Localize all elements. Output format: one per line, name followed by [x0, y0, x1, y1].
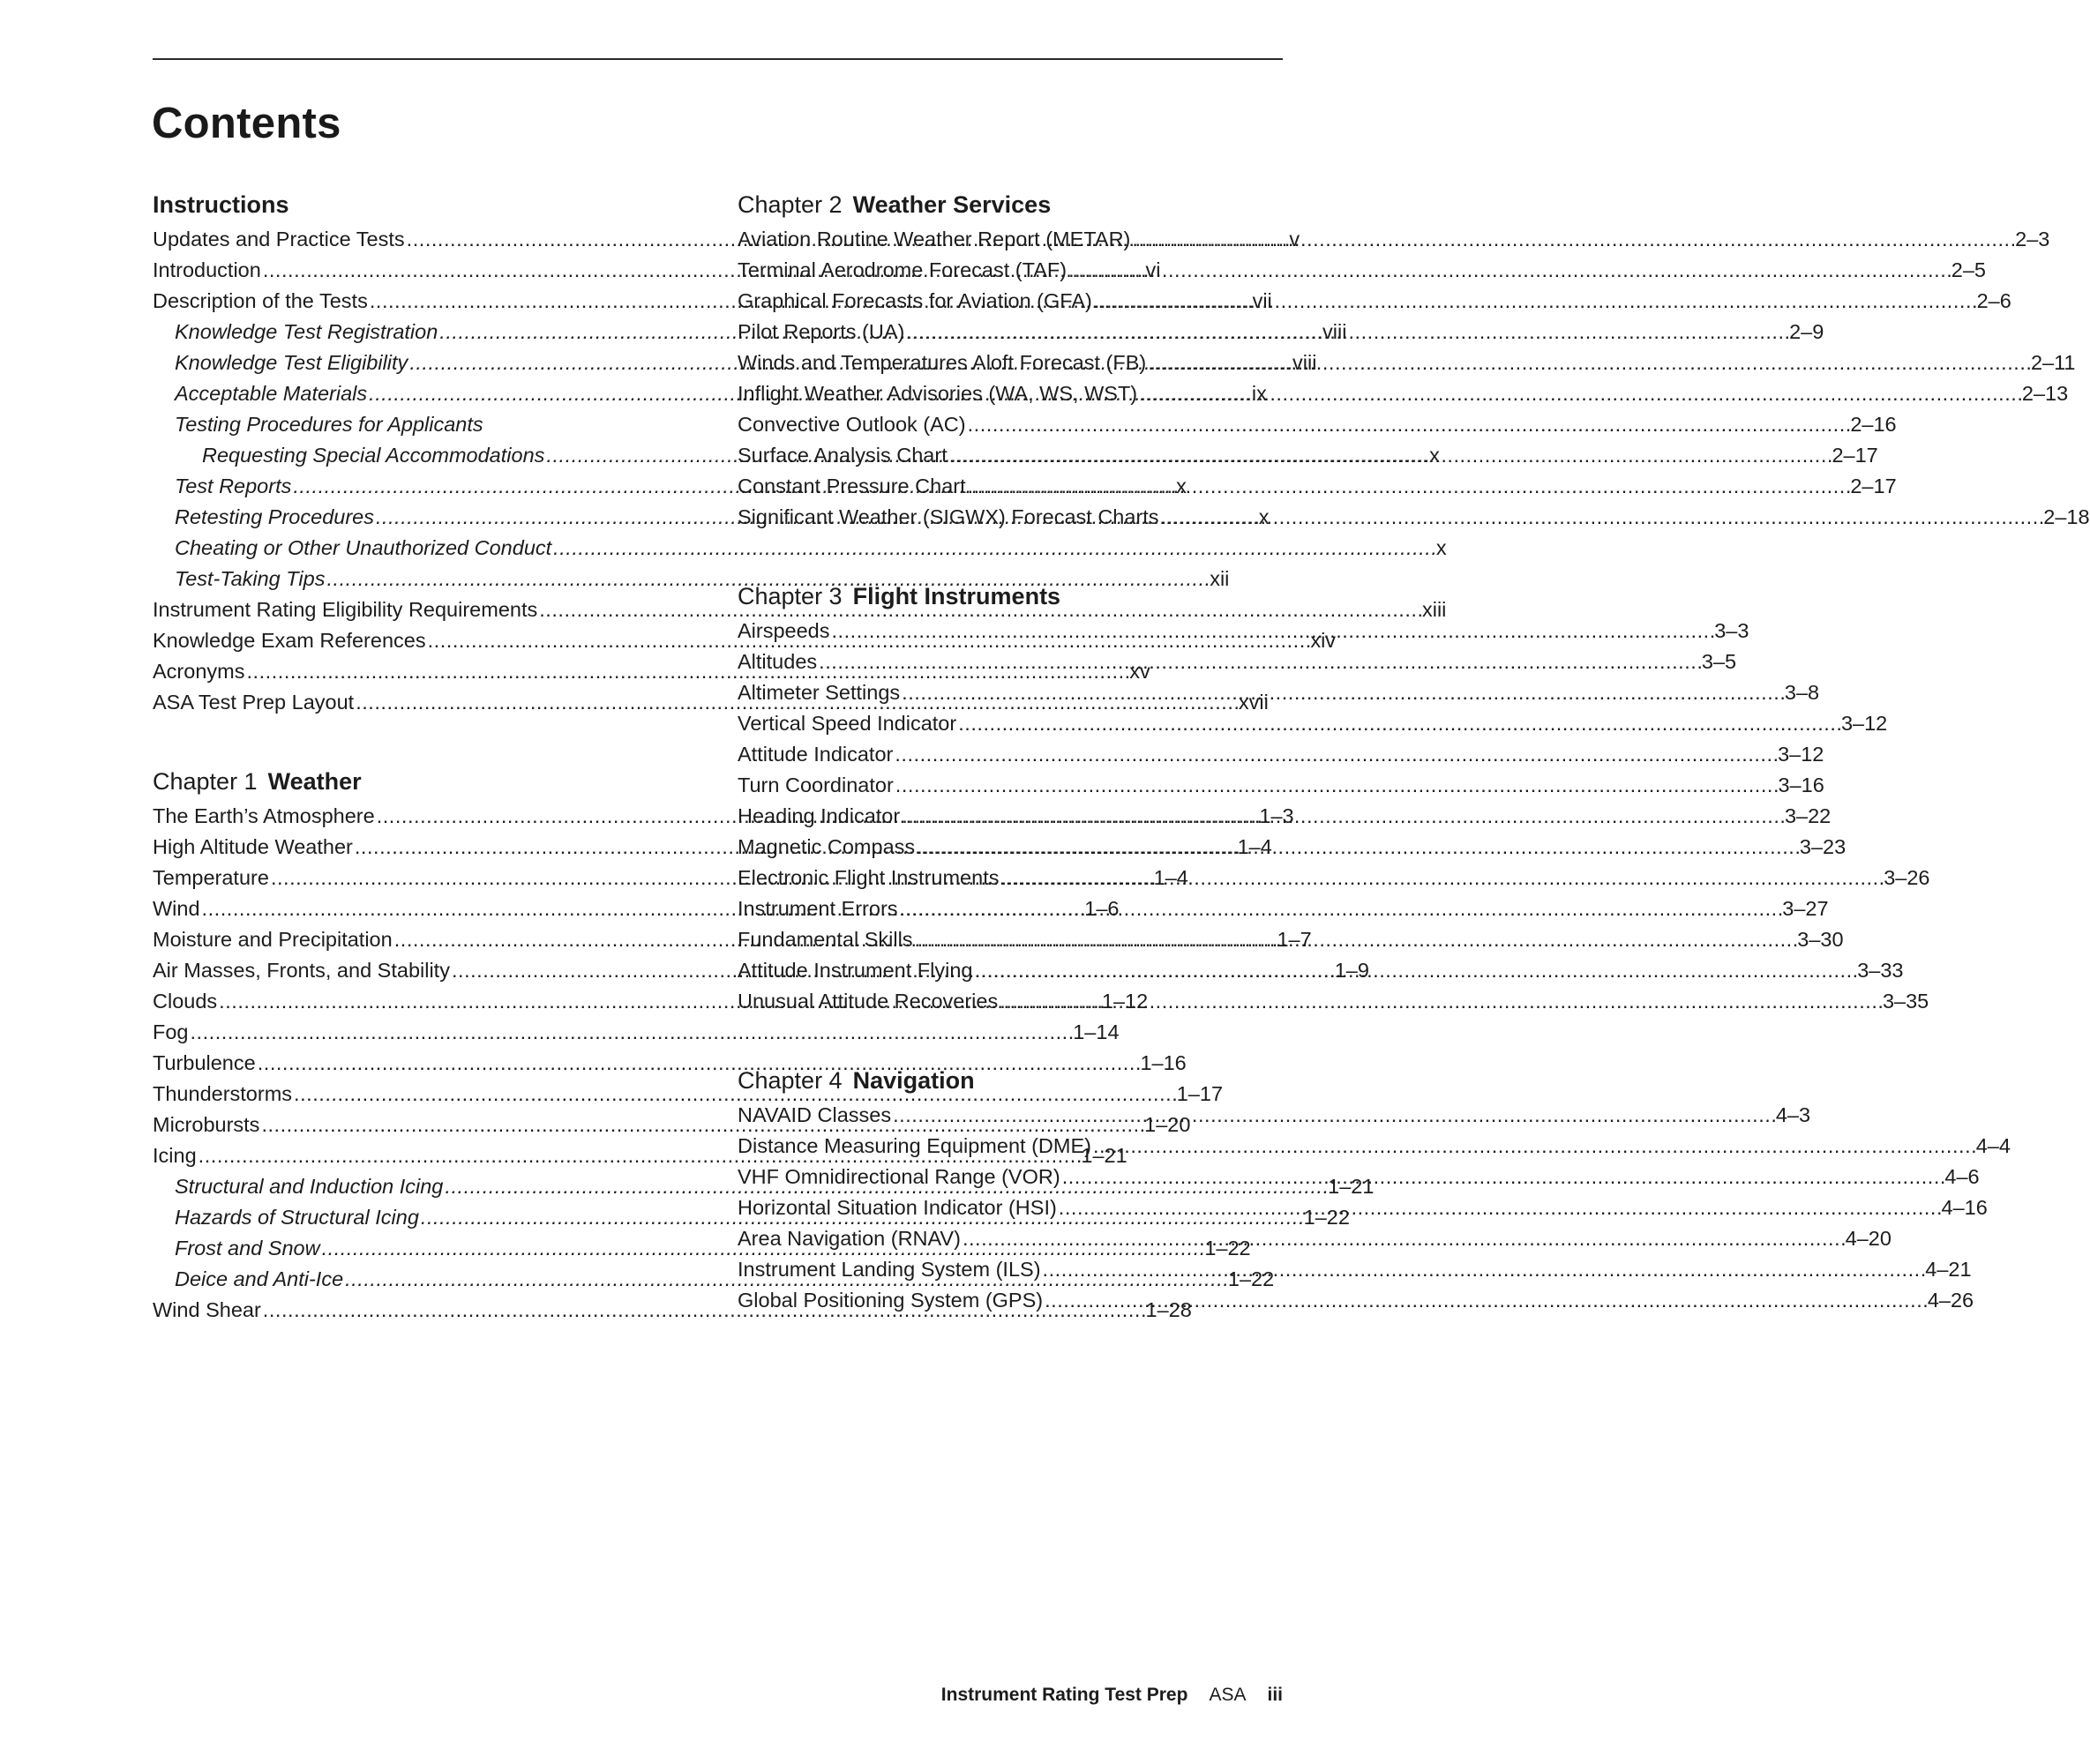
entry-page: 1–22 — [1227, 1267, 1275, 1290]
entry-page: viii — [1322, 320, 1347, 343]
entry-page: vii — [1252, 289, 1272, 312]
entry-page: xii — [1210, 567, 1230, 590]
entry-title: Requesting Special Accommodations — [202, 444, 545, 467]
entry-title: Constant Pressure Chart — [738, 475, 966, 497]
leader-dots — [963, 1223, 1844, 1254]
entry-page: vi — [1145, 258, 1161, 281]
entry-title: Hazards of Structural Icing — [175, 1206, 419, 1229]
entry-page: 1–14 — [1073, 1020, 1120, 1043]
entry-page: 3–16 — [1778, 774, 1824, 796]
toc-entry[interactable] — [738, 471, 1897, 502]
entry-page: xiv — [1310, 629, 1337, 652]
leader-dots — [1043, 1254, 1924, 1285]
entry-page: 4–21 — [1925, 1258, 1972, 1281]
leader-dots — [906, 317, 1787, 348]
entry-title: Air Masses, Fronts, and Stability — [153, 959, 450, 982]
entry-page: 3–3 — [1714, 619, 1749, 642]
chapter-title: Flight Instruments — [852, 583, 1061, 609]
entry-title: Vertical Speed Indicator — [738, 712, 957, 735]
section-heading — [153, 187, 699, 222]
entry-page: 3–8 — [1784, 681, 1820, 704]
entry-title: Knowledge Exam References — [153, 629, 426, 652]
entry-title: VHF Omnidirectional Range (VOR) — [738, 1165, 1060, 1188]
entry-page: 1–22 — [1204, 1237, 1251, 1259]
page-title: Contents — [152, 100, 341, 147]
entry-title: ASA Test Prep Layout — [153, 691, 355, 714]
chapter-label: Chapter 3 — [738, 583, 843, 609]
leader-dots — [915, 924, 1796, 955]
entry-title: Convective Outlook (AC) — [738, 413, 966, 436]
entry-page: xv — [1129, 660, 1150, 683]
entry-page: 4–20 — [1845, 1227, 1891, 1250]
toc-entry[interactable] — [738, 863, 1930, 893]
entry-page: 1–12 — [1101, 990, 1149, 1013]
leader-dots — [1000, 986, 1881, 1017]
entry-title: Fundamental Skills — [738, 928, 913, 951]
page-footer — [941, 1685, 1283, 1706]
entry-title: Cheating or Other Unauthorized Conduct — [175, 536, 552, 559]
entry-page: 3–22 — [1784, 804, 1832, 827]
leader-dots — [958, 708, 1839, 739]
toc-entry[interactable] — [738, 708, 1888, 739]
entry-page: xiii — [1421, 598, 1447, 621]
entry-title: Unusual Attitude Recoveries — [738, 990, 999, 1013]
entry-title: Testing Procedures for Applicants — [175, 413, 483, 436]
entry-title: Structural and Induction Icing — [175, 1175, 444, 1198]
entry-title: Updates and Practice Tests — [153, 228, 405, 250]
entry-page: 2–6 — [1976, 289, 2011, 312]
entry-page: viii — [1292, 351, 1317, 374]
toc-entry[interactable] — [738, 739, 1824, 770]
entry-page: ix — [1251, 382, 1267, 405]
entry-title: Microbursts — [153, 1113, 260, 1136]
entry-title: Airspeeds — [738, 619, 830, 642]
toc-entry[interactable] — [153, 1048, 1187, 1079]
leader-dots — [949, 440, 1831, 471]
leader-dots — [1068, 255, 1950, 286]
entry-title: Global Positioning System (GPS) — [738, 1289, 1044, 1312]
leader-dots — [1059, 1192, 1940, 1223]
entry-title: Turbulence — [153, 1051, 256, 1074]
toc-entry[interactable] — [738, 677, 1820, 708]
toc-entry[interactable] — [738, 502, 2090, 533]
entry-page: 2–13 — [2021, 382, 2069, 405]
entry-page: 3–30 — [1797, 928, 1844, 951]
entry-title: Moisture and Precipitation — [153, 928, 393, 951]
section-title: Instructions — [153, 191, 289, 218]
toc-entry[interactable] — [738, 1254, 1972, 1285]
footer-publisher: ASA — [1209, 1685, 1247, 1705]
entry-title: Instrument Errors — [738, 897, 898, 920]
toc-entry[interactable] — [738, 440, 1878, 471]
leader-dots — [900, 893, 1781, 924]
leader-dots — [1148, 348, 2029, 378]
entry-title: Attitude Instrument Flying — [738, 959, 973, 982]
entry-page: 2–3 — [2015, 228, 2050, 250]
entry-title: Acronyms — [153, 660, 245, 683]
entry-page: 1–4 — [1237, 835, 1272, 858]
header-rule — [153, 58, 1283, 60]
leader-dots — [902, 801, 1783, 832]
entry-page: 3–12 — [1840, 712, 1888, 735]
entry-page: 1–22 — [1303, 1206, 1350, 1229]
entry-page: 1–3 — [1259, 804, 1294, 827]
entry-title: Attitude Indicator — [738, 743, 894, 766]
toc-subentry-line1[interactable] — [153, 409, 699, 440]
entry-title: Introduction — [153, 258, 261, 281]
entry-page: 1–6 — [1084, 897, 1120, 920]
entry-title: Terminal Aerodrome Forecast (TAF) — [738, 258, 1067, 281]
toc-entry[interactable] — [738, 647, 1737, 677]
entry-title: Distance Measuring Equipment (DME) — [738, 1134, 1091, 1157]
toc-entry[interactable] — [738, 893, 1829, 924]
toc-entry[interactable] — [738, 986, 1929, 1017]
entry-page: 2–16 — [1850, 413, 1897, 436]
entry-page: 1–16 — [1140, 1051, 1187, 1074]
entry-title: Aviation Routine Weather Report (METAR) — [738, 228, 1131, 250]
leader-dots — [1139, 378, 2020, 409]
entry-page: 3–35 — [1882, 990, 1929, 1013]
entry-title: Horizontal Situation Indicator (HSI) — [738, 1196, 1057, 1219]
toc-entry[interactable] — [738, 832, 1847, 863]
entry-title: Wind — [153, 897, 200, 920]
entry-page: 2–11 — [2030, 351, 2076, 374]
entry-title: Retesting Procedures — [175, 505, 374, 528]
chapter-title: Navigation — [852, 1067, 975, 1094]
entry-title: The Earth’s Atmosphere — [153, 804, 375, 827]
entry-page: x — [1258, 505, 1270, 528]
chapter-heading — [738, 579, 1284, 614]
leader-dots — [1093, 1131, 1974, 1162]
entry-page: 3–26 — [1884, 866, 1930, 889]
entry-page: 4–6 — [1944, 1165, 1980, 1188]
leader-dots — [1062, 1162, 1944, 1192]
entry-page: 1–21 — [1328, 1175, 1375, 1198]
entry-title: Inflight Weather Advisories (WA, WS, WST) — [738, 382, 1138, 405]
toc-entry[interactable] — [738, 770, 1824, 801]
leader-dots — [974, 955, 1855, 986]
leader-dots — [968, 471, 1849, 502]
entry-page: 1–9 — [1334, 959, 1369, 982]
entry-page: x — [1429, 444, 1440, 467]
entry-title: Turn Coordinator — [738, 774, 894, 796]
toc-entry[interactable] — [738, 1131, 2011, 1162]
entry-title: Frost and Snow — [175, 1237, 320, 1259]
entry-title: Heading Indicator — [738, 804, 901, 827]
leader-dots — [902, 677, 1783, 708]
toc-entry[interactable] — [738, 801, 1832, 832]
chapter-title: Weather — [267, 768, 362, 795]
chapter-heading — [738, 187, 1284, 222]
entry-title: Fog — [153, 1020, 189, 1043]
entry-title: Knowledge Test Eligibility — [175, 351, 408, 374]
entry-title: Wind Shear — [153, 1298, 261, 1321]
entry-page: 2–17 — [1850, 475, 1897, 497]
entry-title: Deice and Anti-Ice — [175, 1267, 344, 1290]
toc-entry[interactable] — [738, 224, 2050, 255]
leader-dots — [819, 647, 1700, 677]
entry-title: Altitudes — [738, 650, 818, 673]
entry-page: 2–17 — [1832, 444, 1878, 467]
entry-title: Test-Taking Tips — [175, 567, 326, 590]
footer-book-title: Instrument Rating Test Prep — [940, 1685, 1188, 1705]
entry-title: Instrument Rating Eligibility Requirements — [153, 598, 538, 621]
toc-entry[interactable] — [738, 1100, 1811, 1131]
entry-title: Instrument Landing System (ILS) — [738, 1258, 1041, 1281]
toc-subentry[interactable] — [153, 533, 1447, 564]
leader-dots — [1045, 1285, 1926, 1316]
leader-dots — [895, 770, 1777, 801]
toc-entry[interactable] — [153, 1017, 1120, 1048]
entry-title: Test Reports — [175, 475, 292, 497]
entry-title: Icing — [153, 1144, 197, 1167]
entry-title: Area Navigation (RNAV) — [738, 1227, 961, 1250]
leader-dots — [895, 739, 1776, 770]
entry-page: 1–17 — [1176, 1082, 1224, 1105]
entry-page: 4–3 — [1775, 1103, 1811, 1126]
entry-title: Altimeter Settings — [738, 681, 901, 704]
leader-dots — [832, 616, 1713, 647]
entry-page: xvii — [1238, 691, 1269, 714]
entry-title: Significant Weather (SIGWX) Forecast Charts — [738, 505, 1159, 528]
leader-dots — [893, 1100, 1774, 1131]
toc-entry[interactable] — [738, 255, 1987, 286]
toc-entry[interactable] — [738, 1223, 1891, 1254]
entry-page: 4–4 — [1975, 1134, 2011, 1157]
entry-page: 1–21 — [1081, 1144, 1127, 1167]
chapter-label: Chapter 2 — [738, 191, 843, 218]
leader-dots — [917, 832, 1798, 863]
entry-page: 2–18 — [2043, 505, 2090, 528]
entry-title: Clouds — [153, 990, 218, 1013]
leader-dots — [1094, 286, 1975, 317]
toc-entry[interactable] — [738, 1285, 1974, 1316]
entry-title: Winds and Temperatures Aloft Forecast (FB) — [738, 351, 1147, 374]
leader-dots — [1000, 863, 1882, 893]
chapter-heading — [738, 1063, 1284, 1098]
chapter-title: Weather Services — [852, 191, 1052, 218]
entry-title: Electronic Flight Instruments — [738, 866, 1000, 889]
entry-page: 3–5 — [1701, 650, 1737, 673]
entry-page: v — [1289, 228, 1300, 250]
entry-page: 3–12 — [1778, 743, 1824, 766]
entry-title: Temperature — [153, 866, 269, 889]
entry-title: High Altitude Weather — [153, 835, 353, 858]
toc-entry[interactable] — [738, 286, 2011, 317]
entry-page: 1–4 — [1153, 866, 1188, 889]
entry-title: NAVAID Classes — [738, 1103, 892, 1126]
entry-page: 2–9 — [1789, 320, 1824, 343]
entry-title: Surface Analysis Chart — [738, 444, 948, 467]
leader-dots — [968, 409, 1849, 440]
entry-page: 3–33 — [1857, 959, 1904, 982]
chapter-label: Chapter 4 — [738, 1067, 843, 1094]
entry-page: x — [1176, 475, 1187, 497]
entry-page: 1–7 — [1277, 928, 1312, 951]
entry-title: Thunderstorms — [153, 1082, 293, 1105]
entry-title: Acceptable Materials — [175, 382, 368, 405]
entry-page: 3–27 — [1782, 897, 1829, 920]
entry-page: 1–28 — [1145, 1298, 1192, 1321]
entry-title: Graphical Forecasts for Aviation (GFA) — [738, 289, 1092, 312]
entry-page: 1–20 — [1144, 1113, 1191, 1136]
entry-title: Magnetic Compass — [738, 835, 916, 858]
chapter-label: Chapter 1 — [153, 768, 258, 795]
entry-page: 3–23 — [1799, 835, 1847, 858]
entry-page: 2–5 — [1951, 258, 1987, 281]
chapter-heading — [153, 764, 699, 799]
entry-title: Knowledge Test Registration — [175, 320, 438, 343]
leader-dots — [1132, 224, 2013, 255]
toc-entry[interactable] — [738, 378, 2069, 409]
toc-entry[interactable] — [738, 409, 1897, 440]
toc-subentry[interactable] — [153, 564, 1230, 594]
footer-page-number: iii — [1267, 1685, 1283, 1705]
entry-page: 4–26 — [1927, 1289, 1974, 1312]
entry-title: Pilot Reports (UA) — [738, 320, 905, 343]
entry-page: 4–16 — [1941, 1196, 1988, 1219]
leader-dots — [1161, 502, 2042, 533]
entry-page: x — [1435, 536, 1447, 559]
entry-title: Description of the Tests — [153, 289, 368, 312]
